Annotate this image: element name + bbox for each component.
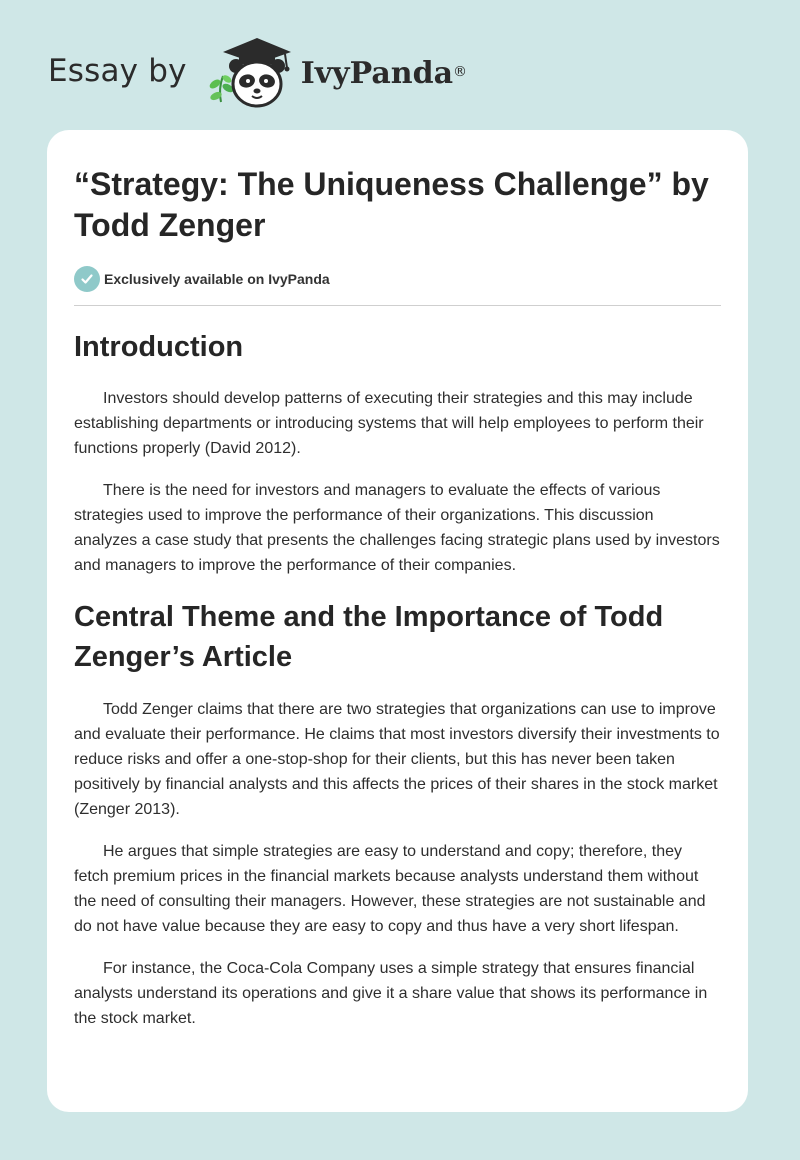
brand-name: IvyPanda [300,55,454,91]
paragraph: Todd Zenger claims that there are two strategies that organizations can use to improve and evaluate their performance. He claims that most investors diversify their investments to reduce risks and offer a one-stop-shop for their clients, but this has never been taken positively by financial analysts and this affects the prices of their shares in the stock market (Zenger 2013). [74,701,720,818]
article-title: “Strategy: The Uniqueness Challenge” by Todd Zenger [74,166,709,243]
registered-mark: ® [453,64,468,80]
checkmark-icon [74,266,100,292]
site-brand[interactable] [48,34,467,114]
paragraph: There is the need for investors and managers to evaluate the effects of various strategies used to improve the performance of their organizations. This discussion analyzes a case study that presents the challenges facing strategic plans used by investors and managers to improve the performance of their companies. [74,482,720,574]
paragraph: He argues that simple strategies are easy to understand and copy; therefore, they fetch premium prices in the financial markets because analysts understand them without the need of consulting their managers. However, these strategies are not sustainable and do not have value because they are easy to copy and thus have a very short lifespan. [74,843,706,935]
panda-logo-icon [201,34,297,114]
brand-prefix: Essay by [48,53,187,89]
paragraph: For instance, the Coca-Cola Company uses a simple strategy that ensures financial analysts understand its operations and give it a share value that shows its performance in the stock market. [74,960,708,1027]
paragraph: Investors should develop patterns of executing their strategies and this may include establishing departments or introducing systems that will help employees to perform their functions properly (David 2012). [74,390,704,457]
section-heading-central-theme: Central Theme and the Importance of Todd Zenger’s Article [74,601,664,673]
leaf-icon [208,74,235,102]
exclusive-badge-label: Exclusively available on IvyPanda [104,271,330,287]
section-heading-introduction: Introduction [74,331,244,363]
exclusive-badge [74,266,721,292]
title-divider [74,305,721,306]
article-card [47,130,748,1112]
